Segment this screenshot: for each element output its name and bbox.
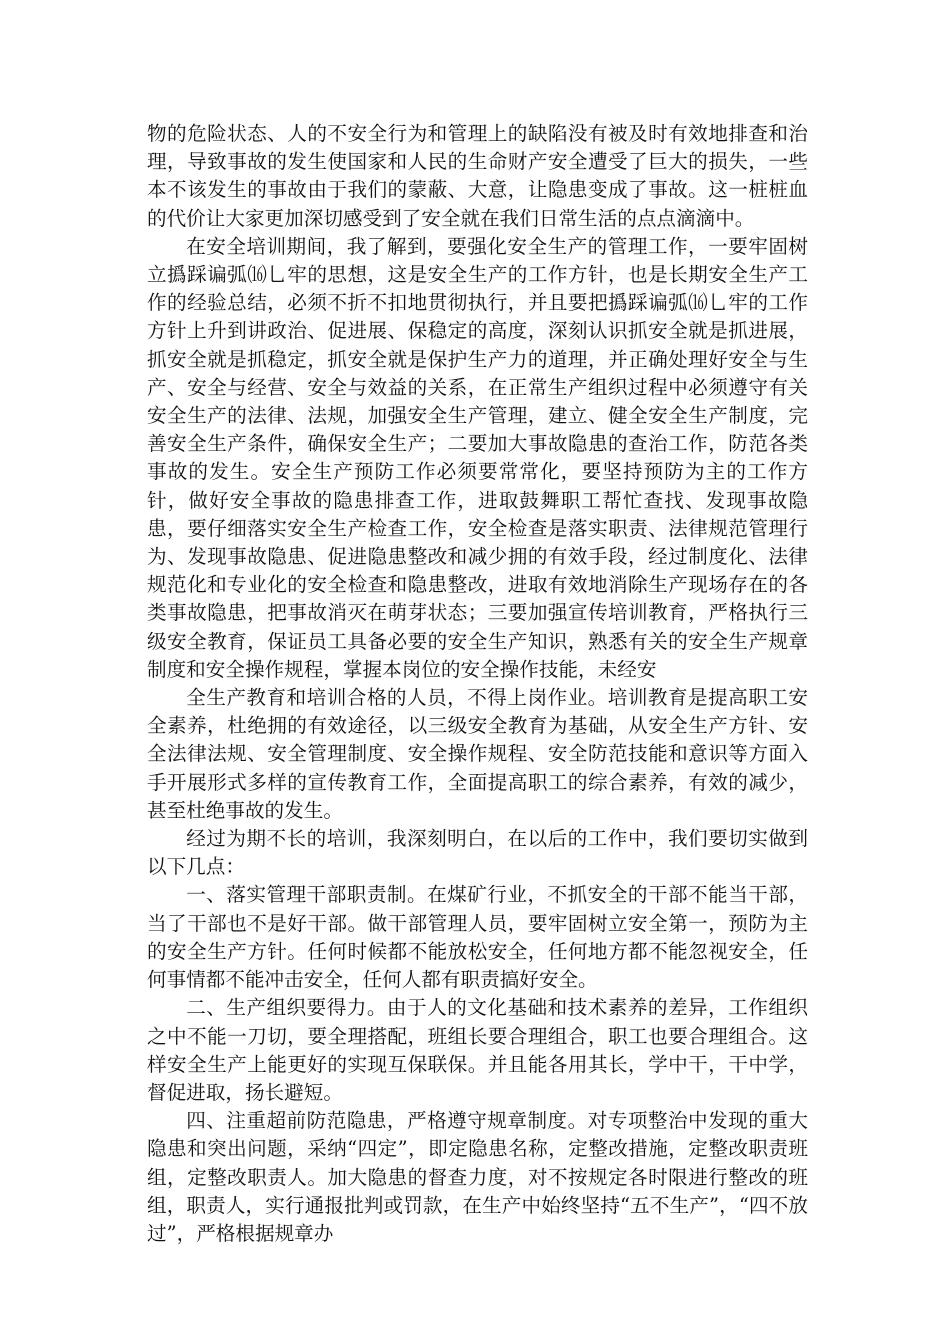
paragraph-3: 全生产教育和培训合格的人员，不得上岗作业。培训教育是提高职工安全素养，杜绝拥的有效途径，以三级安全教育为基础，从安全生产方针、安全法律法规、安全管理制度、安全操作规程、安全防范技能和意识等方面入手开展形式多样的宣传教育工作，全面提高职工的综合素养，有效的减少，甚至杜绝事故的发生。 — [147, 686, 808, 822]
paragraph-7: 四、注重超前防范隐患，严格遵守规章制度。对专项整治中发现的重大隐患和突出问题，采纳“四定”，即定隐患名称，定整改措施，定整改职责班组，定整改职责人。加大隐患的督查力度，对不按规定各时限进行整改的班组，职责人，实行通报批判或罚款，在生产中始终坚持“五不生产”，“四不放过”，严格根据规章办 — [147, 1109, 808, 1245]
paragraph-1: 物的危险状态、人的不安全行为和管理上的缺陷没有被及时有效地排查和治理，导致事故的发生使国家和人民的生命财产安全遭受了巨大的损失，一些本不该发生的事故由于我们的蒙蔽、大意，让隐患变成了事故。这一桩桩血的代价让大家更加深切感受到了安全就在我们日常生活的点点滴滴中。 — [147, 122, 808, 230]
paragraph-2: 在安全培训期间，我了解到，要强化安全生产的管理工作，一要牢固树立撝踩谝弧⒃乚牢的思想，这是安全生产的工作方针，也是长期安全生产工作的经验总结，必须不折不扣地贯彻执行，并且要把撝踩谝弧⒃乚牢的工作方针上升到讲政治、促进展、保稳定的高度，深刻认识抓安全就是抓进展，抓安全就是抓稳定，抓安全就是保护生产力的道理，并正确处理好安全与生产、安全与经营、安全与效益的关系，在正常生产组织过程中必须遵守有关安全生产的法律、法规，加强安全生产管理，建立、健全安全生产制度，完善安全生产条件，确保安全生产；二要加大事故隐患的查治工作，防范各类事故的发生。安全生产预防工作必须要常常化，要坚持预防为主的工作方针，做好安全事故的隐患排查工作，进取鼓舞职工帮忙查找、发现事故隐患，要仔细落实安全生产检查工作，安全检查是落实职责、法律规范管理行为、发现事故隐患、促进隐患整改和减少拥的有效手段，经过制度化、法律规范化和专业化的安全检查和隐患整改，进取有效地消除生产现场存在的各类事故隐患，把事故消灭在萌芽状态；三要加强宣传培训教育，严格执行三级安全教育，保证员工具备必要的安全生产知识，熟悉有关的安全生产规章制度和安全操作规程，掌握本岗位的安全操作技能，未经安 — [147, 234, 808, 681]
document-body — [147, 120, 808, 1248]
paragraph-4: 经过为期不长的培训，我深刻明白，在以后的工作中，我们要切实做到以下几点： — [147, 827, 808, 879]
paragraph-6: 二、生产组织要得力。由于人的文化基础和技术素养的差异，工作组织之中不能一刀切，要全理搭配，班组长要合理组合，职工也要合理组合。这样安全生产上能更好的实现互保联保。并且能各用其长，学中干，干中学，督促进取，扬长避短。 — [147, 996, 808, 1104]
paragraph-5: 一、落实管理干部职责制。在煤矿行业，不抓安全的干部不能当干部，当了干部也不是好干部。做干部管理人员，要牢固树立安全第一，预防为主的安全生产方针。任何时候都不能放松安全，任何地方都不能忽视安全，任何事情都不能冲击安全，任何人都有职责搞好安全。 — [147, 883, 808, 992]
